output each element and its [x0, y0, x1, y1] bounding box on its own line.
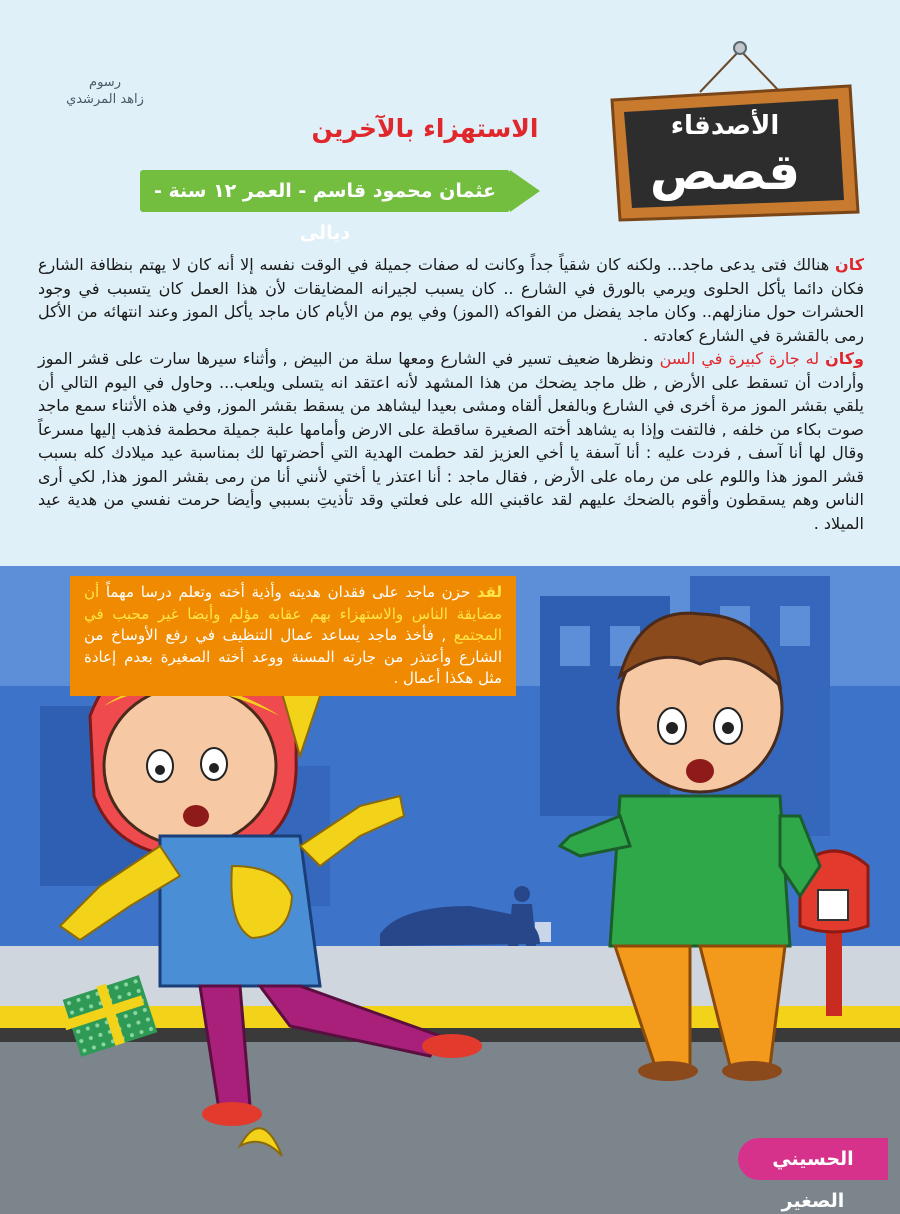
credit-name: زاهد المرشدي: [66, 92, 144, 107]
moral-highlight: أن مضايقة الناس والاستهزاء بهم عقابه مؤلم وأيضا غير محبب في المجتمع: [84, 583, 502, 644]
story-paragraph-1: [38, 253, 864, 347]
moral-text-2: , فأخذ ماجد يساعد عمال التنظيف في رفع الأوساخ من الشارع وأعتذر من جارته المسنة ووعد أخته الصغيرة بعدم إعادة مثل هكذا أعمال .: [84, 626, 502, 687]
series-logo-big: قصص: [649, 143, 801, 201]
paragraph-2-text: ونظرها ضعيف تسير في الشارع ومعها سلة من البيض , وأثناء سيرها سارت على قشر الموز وأرادت أن تسقط على الأرض , ظل ماجد يضحك من هذا المشهد لأنه اعتقد انه يتسلى ويلعب... وحاول في اليوم التالي أن يلقي بقشر الموز مرة أخرى في الشارع وبالفعل ألقاه ومشى بعيدا ليشاهد من يسقط بقشر الموز, وفي هذه الأثناء سمع ماجد صوت بكاء من خلفه , فالتفت وإذا به يشاهد أخته الصغيرة ساقطة على الارض وأمامها علبة جميلة محطمة فذهب إليها مسرعاً وقال لها أنا آسف , فردت عليه : أنا آسفة يا أخي العزيز لقد حطمت الهدية التي أحضرتها لك بمناسبة عيد ميلادك كله بسبب قشر الموز هذا واللوم على من رماه على الأرض , فقال ماجد : أنا اعتذر يا أختي لأنني أنا من رمى بقشر الموز هذا, لكي أرى الناس وهم يسقطون وأقوم بالضحك عليهم لقد عاقبني الله على فعلتي وقد تأذيتِ بسببي وأيضا حرمت نفسي من هدية عيد الميلاد .: [38, 349, 864, 533]
magazine-logo: [738, 1138, 888, 1212]
moral-lead: لقد: [476, 583, 502, 601]
illustrator-credit: [40, 74, 170, 108]
credit-label: رسوم: [89, 75, 121, 90]
series-logo: [620, 110, 830, 200]
story-title: الاستهزاء بالآخرين: [311, 114, 539, 143]
paragraph-2-lead: وكان: [825, 349, 864, 368]
author-banner: [140, 170, 510, 244]
story-paragraph-2: [38, 347, 864, 535]
magazine-logo-text: الحسيني الصغير: [772, 1148, 854, 1212]
paragraph-2-highlight: له جارة كبيرة في السن: [659, 349, 826, 368]
moral-text-1: حزن ماجد على فقدان هديته وأذية أخته وتعلم درسا مهماً: [99, 583, 477, 601]
paragraph-1-lead: كان: [835, 255, 864, 274]
paragraph-1-text: هنالك فتى يدعى ماجد... ولكنه كان شقياً جداً وكانت له صفات جميلة في الوقت نفسه إلا أنه كان لا يهتم بنظافة الشارع فكان دائما يأكل الحلوى ويرمي بالورق في الشارع .. كان يسبب لجيرانه المضايقات لأن هذا العمل كان يتسبب في وجود الحشرات حول منازلهم.. وكان ماجد يفضل من الفواكه (الموز) وفي يوم من الأيام كان ماجد يأكل الموز وعند انتهائه من الأكل رمى بالقشرة في الشارع كعادته .: [38, 255, 864, 345]
moral-box: [70, 576, 516, 696]
series-logo-small: الأصدقاء: [670, 111, 780, 141]
author-text: عثمان محمود قاسم - العمر ١٢ سنة - ديالى: [153, 180, 496, 244]
story-body: [38, 253, 864, 535]
